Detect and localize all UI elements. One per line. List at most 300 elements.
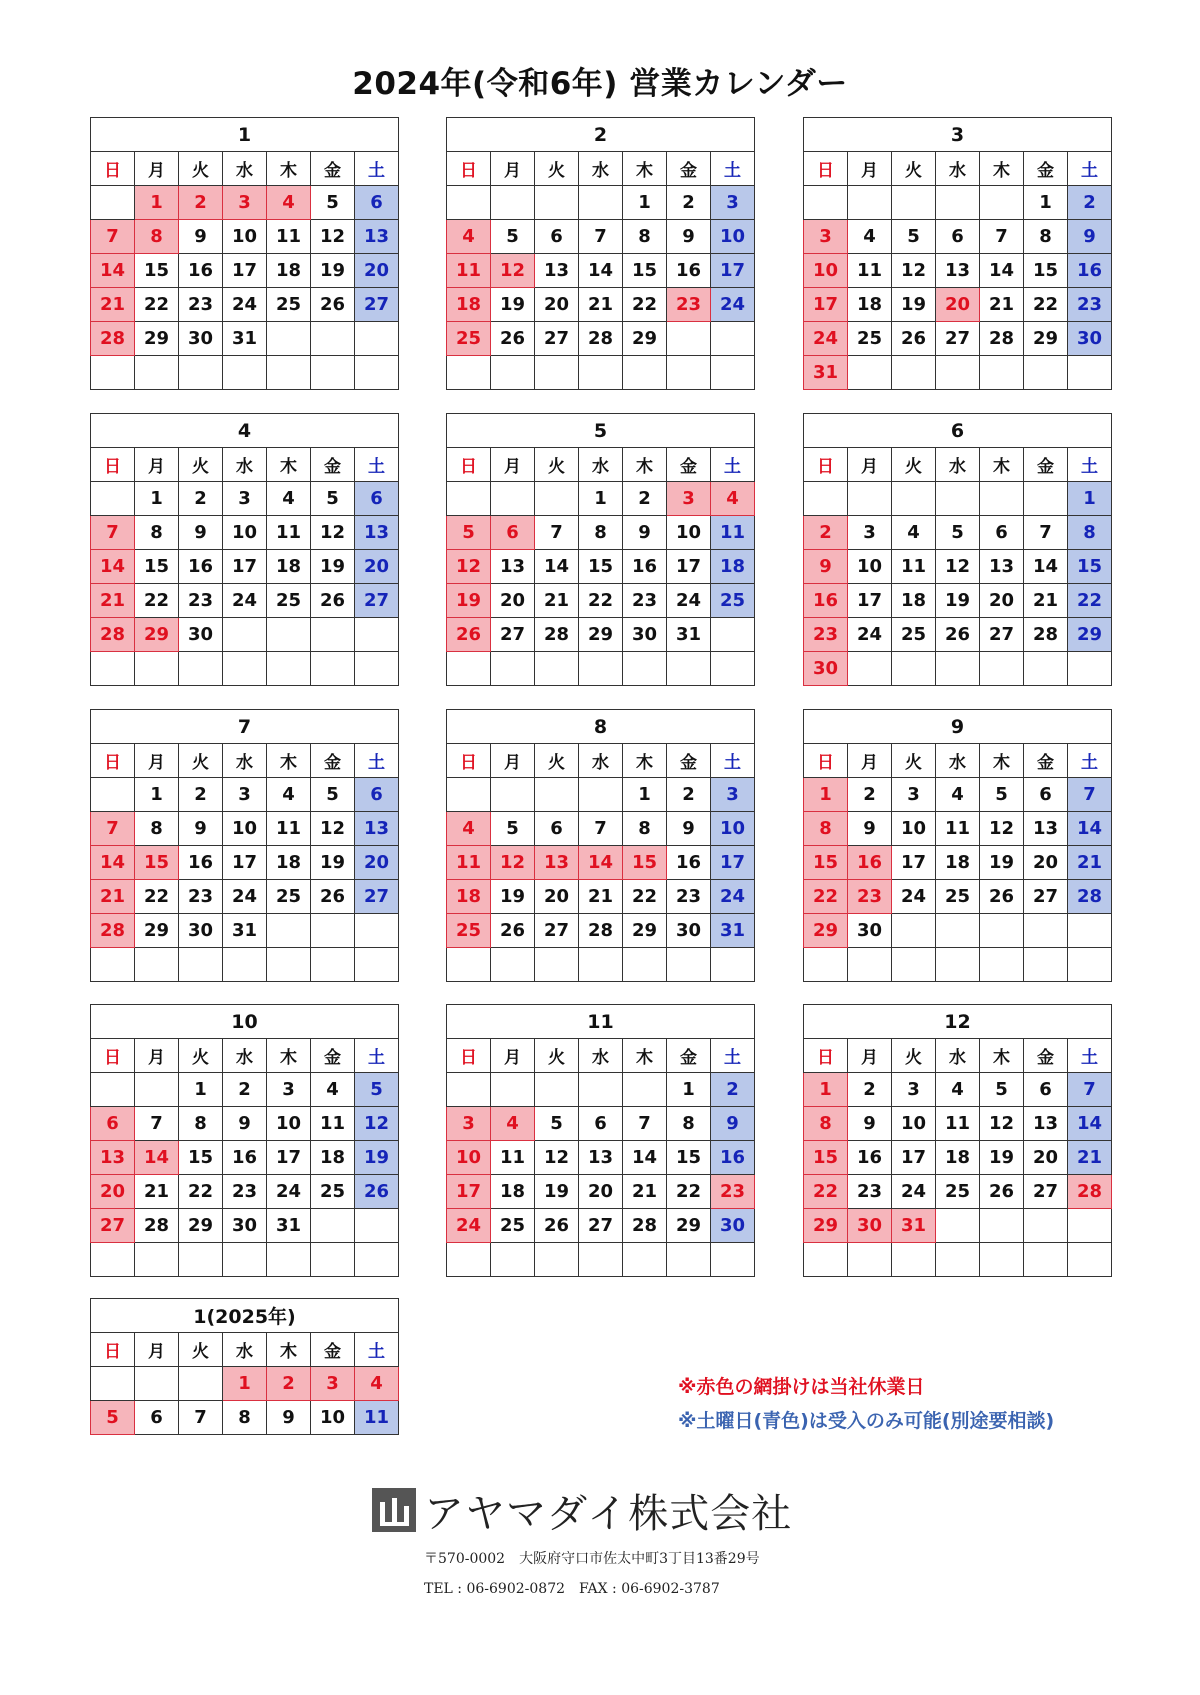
day-cell: 2 xyxy=(667,778,711,812)
month-label: 1 xyxy=(91,118,399,152)
empty-cell xyxy=(491,356,535,390)
day-cell: 12 xyxy=(311,220,355,254)
month-calendar xyxy=(803,117,1112,390)
month-label: 2 xyxy=(447,118,755,152)
empty-cell xyxy=(711,948,755,982)
day-cell: 21 xyxy=(980,288,1024,322)
day-cell: 17 xyxy=(223,254,267,288)
day-cell: 3 xyxy=(711,778,755,812)
empty-cell xyxy=(535,948,579,982)
day-cell: 29 xyxy=(667,1209,711,1243)
day-cell: 21 xyxy=(91,880,135,914)
empty-cell xyxy=(667,322,711,356)
empty-cell xyxy=(223,618,267,652)
empty-cell xyxy=(91,482,135,516)
day-cell: 14 xyxy=(135,1141,179,1175)
day-cell: 23 xyxy=(223,1175,267,1209)
empty-cell xyxy=(936,914,980,948)
day-cell: 11 xyxy=(447,846,491,880)
day-cell: 7 xyxy=(579,220,623,254)
empty-cell xyxy=(1024,1243,1068,1277)
day-cell: 28 xyxy=(980,322,1024,356)
weekday-label: 土 xyxy=(711,744,755,778)
day-cell: 9 xyxy=(1068,220,1112,254)
empty-cell xyxy=(355,1243,399,1277)
empty-cell xyxy=(936,1209,980,1243)
empty-cell xyxy=(535,186,579,220)
day-cell: 15 xyxy=(135,550,179,584)
day-cell: 2 xyxy=(267,1367,311,1401)
day-cell: 27 xyxy=(535,914,579,948)
weekday-label: 日 xyxy=(447,152,491,186)
day-cell: 5 xyxy=(355,1073,399,1107)
weekday-label: 土 xyxy=(355,1333,399,1367)
empty-cell xyxy=(91,186,135,220)
empty-cell xyxy=(447,482,491,516)
empty-cell xyxy=(355,948,399,982)
company-logo-icon xyxy=(372,1488,416,1532)
day-cell: 3 xyxy=(848,516,892,550)
day-cell: 3 xyxy=(311,1367,355,1401)
day-cell: 9 xyxy=(848,812,892,846)
day-cell: 8 xyxy=(1024,220,1068,254)
empty-cell xyxy=(623,1243,667,1277)
day-cell: 23 xyxy=(667,288,711,322)
empty-cell xyxy=(980,1243,1024,1277)
day-cell: 21 xyxy=(91,288,135,322)
month-label: 8 xyxy=(447,710,755,744)
day-cell: 29 xyxy=(804,914,848,948)
day-cell: 15 xyxy=(804,846,848,880)
day-cell: 29 xyxy=(135,914,179,948)
day-cell: 13 xyxy=(579,1141,623,1175)
month-calendar xyxy=(90,1298,399,1435)
day-cell: 18 xyxy=(447,880,491,914)
day-cell: 9 xyxy=(179,812,223,846)
empty-cell xyxy=(535,482,579,516)
day-cell: 13 xyxy=(91,1141,135,1175)
day-cell: 6 xyxy=(355,778,399,812)
day-cell: 14 xyxy=(579,254,623,288)
day-cell: 9 xyxy=(223,1107,267,1141)
day-cell: 22 xyxy=(1068,584,1112,618)
day-cell: 6 xyxy=(936,220,980,254)
day-cell: 21 xyxy=(91,584,135,618)
day-cell: 12 xyxy=(892,254,936,288)
empty-cell xyxy=(848,948,892,982)
day-cell: 22 xyxy=(623,288,667,322)
empty-cell xyxy=(179,1367,223,1401)
month-label: 10 xyxy=(91,1005,399,1039)
day-cell: 3 xyxy=(223,778,267,812)
day-cell: 31 xyxy=(223,322,267,356)
day-cell: 7 xyxy=(535,516,579,550)
day-cell: 22 xyxy=(804,880,848,914)
day-cell: 16 xyxy=(179,550,223,584)
day-cell: 8 xyxy=(623,220,667,254)
empty-cell xyxy=(535,356,579,390)
day-cell: 3 xyxy=(447,1107,491,1141)
weekday-label: 火 xyxy=(179,448,223,482)
empty-cell xyxy=(135,948,179,982)
month-label: 5 xyxy=(447,414,755,448)
day-cell: 19 xyxy=(980,846,1024,880)
day-cell: 30 xyxy=(223,1209,267,1243)
weekday-label: 土 xyxy=(355,448,399,482)
day-cell: 26 xyxy=(311,880,355,914)
day-cell: 31 xyxy=(711,914,755,948)
day-cell: 26 xyxy=(535,1209,579,1243)
day-cell: 5 xyxy=(491,812,535,846)
day-cell: 30 xyxy=(179,618,223,652)
day-cell: 26 xyxy=(311,584,355,618)
day-cell: 25 xyxy=(267,584,311,618)
empty-cell xyxy=(223,652,267,686)
day-cell: 26 xyxy=(447,618,491,652)
day-cell: 16 xyxy=(179,254,223,288)
month-calendar xyxy=(90,1004,399,1277)
month-label: 11 xyxy=(447,1005,755,1039)
weekday-label: 月 xyxy=(135,152,179,186)
empty-cell xyxy=(179,652,223,686)
empty-cell xyxy=(667,948,711,982)
empty-cell xyxy=(91,356,135,390)
empty-cell xyxy=(223,356,267,390)
empty-cell xyxy=(848,186,892,220)
day-cell: 27 xyxy=(1024,880,1068,914)
weekday-label: 金 xyxy=(1024,152,1068,186)
day-cell: 7 xyxy=(91,812,135,846)
day-cell: 2 xyxy=(848,1073,892,1107)
day-cell: 15 xyxy=(667,1141,711,1175)
day-cell: 11 xyxy=(267,516,311,550)
day-cell: 30 xyxy=(848,914,892,948)
empty-cell xyxy=(491,1243,535,1277)
day-cell: 6 xyxy=(91,1107,135,1141)
empty-cell xyxy=(535,652,579,686)
day-cell: 20 xyxy=(980,584,1024,618)
day-cell: 9 xyxy=(804,550,848,584)
empty-cell xyxy=(1068,914,1112,948)
day-cell: 17 xyxy=(804,288,848,322)
day-cell: 17 xyxy=(711,846,755,880)
day-cell: 23 xyxy=(623,584,667,618)
empty-cell xyxy=(980,1209,1024,1243)
empty-cell xyxy=(535,1073,579,1107)
empty-cell xyxy=(711,652,755,686)
day-cell: 18 xyxy=(267,254,311,288)
day-cell: 30 xyxy=(179,322,223,356)
day-cell: 2 xyxy=(804,516,848,550)
empty-cell xyxy=(447,1243,491,1277)
empty-cell xyxy=(711,1243,755,1277)
day-cell: 9 xyxy=(179,220,223,254)
empty-cell xyxy=(1024,948,1068,982)
day-cell: 25 xyxy=(936,1175,980,1209)
day-cell: 24 xyxy=(848,618,892,652)
empty-cell xyxy=(355,1209,399,1243)
day-cell: 26 xyxy=(936,618,980,652)
empty-cell xyxy=(311,356,355,390)
day-cell: 10 xyxy=(311,1401,355,1435)
day-cell: 19 xyxy=(936,584,980,618)
empty-cell xyxy=(135,1367,179,1401)
day-cell: 6 xyxy=(579,1107,623,1141)
empty-cell xyxy=(579,652,623,686)
empty-cell xyxy=(1068,948,1112,982)
day-cell: 12 xyxy=(491,846,535,880)
empty-cell xyxy=(1024,652,1068,686)
weekday-label: 月 xyxy=(135,1333,179,1367)
day-cell: 16 xyxy=(623,550,667,584)
empty-cell xyxy=(1024,1209,1068,1243)
day-cell: 22 xyxy=(179,1175,223,1209)
day-cell: 12 xyxy=(980,812,1024,846)
weekday-label: 木 xyxy=(267,1333,311,1367)
empty-cell xyxy=(135,356,179,390)
empty-cell xyxy=(623,1073,667,1107)
weekday-label: 水 xyxy=(936,152,980,186)
day-cell: 15 xyxy=(179,1141,223,1175)
day-cell: 9 xyxy=(179,516,223,550)
day-cell: 6 xyxy=(135,1401,179,1435)
day-cell: 9 xyxy=(267,1401,311,1435)
day-cell: 15 xyxy=(623,254,667,288)
holiday-note: ※赤色の網掛けは当社休業日 xyxy=(678,1376,925,1398)
day-cell: 27 xyxy=(91,1209,135,1243)
day-cell: 12 xyxy=(980,1107,1024,1141)
month-calendar xyxy=(90,709,399,982)
day-cell: 14 xyxy=(91,846,135,880)
empty-cell xyxy=(91,948,135,982)
month-calendar xyxy=(446,413,755,686)
company-tel-fax: TEL : 06-6902-0872 FAX : 06-6902-3787 xyxy=(424,1581,720,1597)
day-cell: 2 xyxy=(623,482,667,516)
weekday-label: 土 xyxy=(355,152,399,186)
weekday-label: 水 xyxy=(579,152,623,186)
day-cell: 10 xyxy=(223,220,267,254)
day-cell: 25 xyxy=(848,322,892,356)
day-cell: 24 xyxy=(711,288,755,322)
weekday-label: 水 xyxy=(223,1039,267,1073)
empty-cell xyxy=(223,1243,267,1277)
day-cell: 7 xyxy=(1024,516,1068,550)
day-cell: 5 xyxy=(311,482,355,516)
empty-cell xyxy=(980,356,1024,390)
day-cell: 8 xyxy=(667,1107,711,1141)
weekday-label: 金 xyxy=(667,448,711,482)
day-cell: 17 xyxy=(223,846,267,880)
day-cell: 29 xyxy=(623,322,667,356)
day-cell: 12 xyxy=(355,1107,399,1141)
day-cell: 22 xyxy=(135,584,179,618)
weekday-label: 金 xyxy=(1024,448,1068,482)
weekday-label: 土 xyxy=(1068,448,1112,482)
day-cell: 19 xyxy=(311,846,355,880)
weekday-label: 金 xyxy=(311,152,355,186)
day-cell: 1 xyxy=(1024,186,1068,220)
weekday-label: 火 xyxy=(179,1333,223,1367)
empty-cell xyxy=(311,1209,355,1243)
day-cell: 15 xyxy=(135,846,179,880)
day-cell: 19 xyxy=(491,880,535,914)
day-cell: 20 xyxy=(535,880,579,914)
day-cell: 21 xyxy=(1068,846,1112,880)
empty-cell xyxy=(491,652,535,686)
day-cell: 3 xyxy=(892,1073,936,1107)
weekday-label: 水 xyxy=(936,744,980,778)
weekday-label: 火 xyxy=(892,744,936,778)
day-cell: 16 xyxy=(179,846,223,880)
empty-cell xyxy=(892,948,936,982)
day-cell: 24 xyxy=(892,880,936,914)
day-cell: 6 xyxy=(535,812,579,846)
weekday-label: 火 xyxy=(535,152,579,186)
day-cell: 4 xyxy=(892,516,936,550)
empty-cell xyxy=(447,1073,491,1107)
empty-cell xyxy=(179,356,223,390)
day-cell: 14 xyxy=(1024,550,1068,584)
weekday-label: 日 xyxy=(804,152,848,186)
empty-cell xyxy=(579,1243,623,1277)
empty-cell xyxy=(892,482,936,516)
day-cell: 30 xyxy=(667,914,711,948)
weekday-label: 金 xyxy=(311,1333,355,1367)
empty-cell xyxy=(848,482,892,516)
day-cell: 18 xyxy=(447,288,491,322)
day-cell: 5 xyxy=(91,1401,135,1435)
weekday-label: 水 xyxy=(223,744,267,778)
weekday-label: 金 xyxy=(311,744,355,778)
weekday-label: 木 xyxy=(980,448,1024,482)
day-cell: 17 xyxy=(892,1141,936,1175)
weekday-label: 水 xyxy=(579,448,623,482)
day-cell: 18 xyxy=(267,846,311,880)
day-cell: 6 xyxy=(355,482,399,516)
day-cell: 3 xyxy=(711,186,755,220)
empty-cell xyxy=(848,356,892,390)
day-cell: 12 xyxy=(936,550,980,584)
empty-cell xyxy=(267,1243,311,1277)
weekday-label: 木 xyxy=(623,1039,667,1073)
weekday-label: 月 xyxy=(848,448,892,482)
day-cell: 27 xyxy=(1024,1175,1068,1209)
day-cell: 16 xyxy=(667,254,711,288)
empty-cell xyxy=(980,186,1024,220)
day-cell: 8 xyxy=(579,516,623,550)
day-cell: 15 xyxy=(1068,550,1112,584)
day-cell: 1 xyxy=(135,186,179,220)
day-cell: 7 xyxy=(179,1401,223,1435)
empty-cell xyxy=(355,618,399,652)
day-cell: 17 xyxy=(711,254,755,288)
day-cell: 22 xyxy=(135,288,179,322)
day-cell: 27 xyxy=(355,880,399,914)
day-cell: 28 xyxy=(1068,1175,1112,1209)
day-cell: 8 xyxy=(135,516,179,550)
day-cell: 4 xyxy=(447,220,491,254)
weekday-label: 日 xyxy=(91,1039,135,1073)
day-cell: 10 xyxy=(267,1107,311,1141)
day-cell: 2 xyxy=(848,778,892,812)
day-cell: 6 xyxy=(1024,1073,1068,1107)
weekday-label: 水 xyxy=(223,152,267,186)
empty-cell xyxy=(623,948,667,982)
day-cell: 6 xyxy=(355,186,399,220)
empty-cell xyxy=(267,948,311,982)
day-cell: 19 xyxy=(355,1141,399,1175)
empty-cell xyxy=(355,322,399,356)
weekday-label: 火 xyxy=(179,1039,223,1073)
empty-cell xyxy=(355,356,399,390)
day-cell: 26 xyxy=(491,914,535,948)
empty-cell xyxy=(936,652,980,686)
day-cell: 26 xyxy=(892,322,936,356)
day-cell: 7 xyxy=(980,220,1024,254)
month-calendar xyxy=(803,413,1112,686)
day-cell: 28 xyxy=(1024,618,1068,652)
day-cell: 23 xyxy=(1068,288,1112,322)
empty-cell xyxy=(491,482,535,516)
empty-cell xyxy=(848,652,892,686)
company-name: アヤマダイ株式会社 xyxy=(424,1490,793,1537)
empty-cell xyxy=(1068,652,1112,686)
day-cell: 8 xyxy=(804,1107,848,1141)
day-cell: 14 xyxy=(1068,812,1112,846)
empty-cell xyxy=(267,356,311,390)
empty-cell xyxy=(1068,1243,1112,1277)
weekday-label: 土 xyxy=(1068,152,1112,186)
empty-cell xyxy=(667,356,711,390)
weekday-label: 木 xyxy=(980,1039,1024,1073)
day-cell: 15 xyxy=(135,254,179,288)
weekday-label: 木 xyxy=(623,448,667,482)
day-cell: 16 xyxy=(711,1141,755,1175)
day-cell: 25 xyxy=(267,880,311,914)
weekday-label: 月 xyxy=(491,448,535,482)
day-cell: 13 xyxy=(355,220,399,254)
day-cell: 5 xyxy=(491,220,535,254)
day-cell: 27 xyxy=(980,618,1024,652)
day-cell: 5 xyxy=(892,220,936,254)
day-cell: 12 xyxy=(447,550,491,584)
day-cell: 29 xyxy=(623,914,667,948)
month-label: 6 xyxy=(804,414,1112,448)
day-cell: 1 xyxy=(804,778,848,812)
empty-cell xyxy=(711,356,755,390)
empty-cell xyxy=(267,652,311,686)
weekday-label: 水 xyxy=(579,1039,623,1073)
weekday-label: 火 xyxy=(535,448,579,482)
weekday-label: 水 xyxy=(936,448,980,482)
empty-cell xyxy=(179,1243,223,1277)
day-cell: 25 xyxy=(447,322,491,356)
day-cell: 8 xyxy=(1068,516,1112,550)
empty-cell xyxy=(91,652,135,686)
saturday-note: ※土曜日(青色)は受入のみ可能(別途要相談) xyxy=(678,1410,1055,1432)
day-cell: 2 xyxy=(711,1073,755,1107)
weekday-label: 月 xyxy=(135,1039,179,1073)
day-cell: 29 xyxy=(1068,618,1112,652)
month-calendar xyxy=(446,709,755,982)
day-cell: 25 xyxy=(711,584,755,618)
weekday-label: 火 xyxy=(892,1039,936,1073)
day-cell: 31 xyxy=(892,1209,936,1243)
day-cell: 28 xyxy=(579,322,623,356)
day-cell: 2 xyxy=(179,186,223,220)
weekday-label: 土 xyxy=(355,1039,399,1073)
day-cell: 6 xyxy=(980,516,1024,550)
